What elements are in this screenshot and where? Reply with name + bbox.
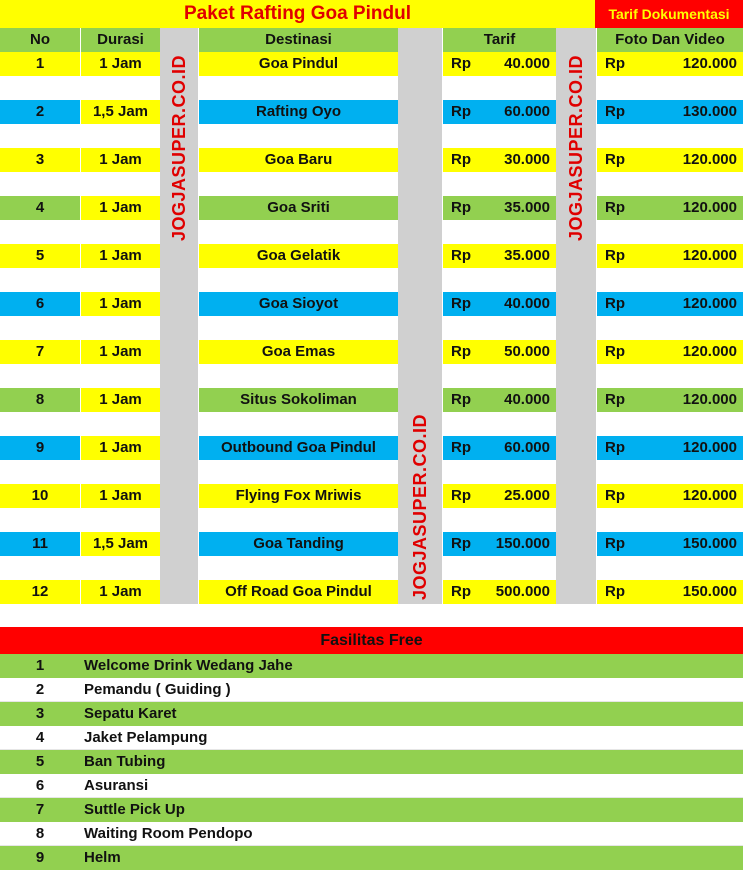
row-tarif: 35.000 [493, 244, 556, 268]
row-foto-video: 120.000 [657, 244, 743, 268]
row-tarif-currency: Rp [443, 484, 493, 508]
row-foto-video: 120.000 [657, 340, 743, 364]
facility-item [0, 750, 743, 774]
row-tarif: 150.000 [493, 532, 556, 556]
facility-text: Suttle Pick Up [84, 801, 185, 818]
watermark-2: JOGJASUPER.CO.ID [410, 413, 430, 601]
row-no: 5 [0, 244, 80, 268]
row-no: 3 [0, 148, 80, 172]
facility-item [0, 798, 743, 822]
row-foto-video: 120.000 [657, 292, 743, 316]
facility-text: Ban Tubing [84, 753, 166, 770]
row-foto-video: 120.000 [657, 196, 743, 220]
page-title: Paket Rafting Goa Pindul [0, 0, 595, 28]
row-tarif: 40.000 [493, 52, 556, 76]
row-destinasi: Rafting Oyo [199, 100, 398, 124]
row-foto-currency: Rp [597, 292, 657, 316]
facility-no: 5 [35, 753, 45, 770]
facility-no: 9 [35, 849, 45, 866]
row-tarif-currency: Rp [443, 52, 493, 76]
row-foto-currency: Rp [597, 148, 657, 172]
row-durasi: 1 Jam [81, 148, 160, 172]
row-foto-video: 150.000 [657, 580, 743, 604]
facilities-header: Fasilitas Free [0, 627, 743, 654]
row-no: 6 [0, 292, 80, 316]
row-tarif: 60.000 [493, 436, 556, 460]
facility-text: Waiting Room Pendopo [84, 825, 253, 842]
row-destinasi: Goa Tanding [199, 532, 398, 556]
facility-no: 6 [35, 777, 45, 794]
row-foto-video: 120.000 [657, 52, 743, 76]
row-destinasi: Off Road Goa Pindul [199, 580, 398, 604]
row-tarif: 500.000 [493, 580, 556, 604]
row-durasi: 1,5 Jam [81, 100, 160, 124]
documentation-price-title: Tarif Dokumentasi [595, 0, 743, 28]
row-no: 4 [0, 196, 80, 220]
row-tarif: 30.000 [493, 148, 556, 172]
row-foto-video: 120.000 [657, 436, 743, 460]
row-durasi: 1 Jam [81, 196, 160, 220]
row-destinasi: Situs Sokoliman [199, 388, 398, 412]
row-destinasi: Goa Baru [199, 148, 398, 172]
row-foto-currency: Rp [597, 532, 657, 556]
facility-text: Helm [84, 849, 121, 866]
row-foto-video: 150.000 [657, 532, 743, 556]
row-no: 2 [0, 100, 80, 124]
facility-text: Pemandu ( Guiding ) [84, 681, 231, 698]
row-no: 1 [0, 52, 80, 76]
row-tarif-currency: Rp [443, 580, 493, 604]
facility-no: 4 [35, 729, 45, 746]
row-tarif: 35.000 [493, 196, 556, 220]
row-tarif: 40.000 [493, 388, 556, 412]
row-destinasi: Goa Pindul [199, 52, 398, 76]
row-foto-video: 120.000 [657, 388, 743, 412]
row-foto-currency: Rp [597, 388, 657, 412]
row-tarif-currency: Rp [443, 292, 493, 316]
row-durasi: 1 Jam [81, 436, 160, 460]
row-foto-currency: Rp [597, 484, 657, 508]
row-durasi: 1 Jam [81, 340, 160, 364]
row-destinasi: Goa Sriti [199, 196, 398, 220]
row-foto-currency: Rp [597, 340, 657, 364]
facility-text: Asuransi [84, 777, 149, 794]
row-destinasi: Goa Sioyot [199, 292, 398, 316]
facility-text: Sepatu Karet [84, 705, 177, 722]
facility-no: 2 [35, 681, 45, 698]
row-tarif: 60.000 [493, 100, 556, 124]
header-tarif: Tarif [443, 28, 556, 52]
row-no: 8 [0, 388, 80, 412]
row-tarif-currency: Rp [443, 148, 493, 172]
watermark-3: JOGJASUPER.CO.ID [566, 54, 586, 242]
row-foto-video: 130.000 [657, 100, 743, 124]
row-foto-video: 120.000 [657, 148, 743, 172]
row-foto-currency: Rp [597, 196, 657, 220]
row-no: 9 [0, 436, 80, 460]
row-destinasi: Flying Fox Mriwis [199, 484, 398, 508]
facility-item [0, 654, 743, 678]
row-tarif-currency: Rp [443, 388, 493, 412]
facility-item [0, 702, 743, 726]
facility-item [0, 774, 743, 798]
row-tarif-currency: Rp [443, 244, 493, 268]
header-spacer-2 [398, 28, 442, 52]
facility-no: 8 [35, 825, 45, 842]
row-tarif-currency: Rp [443, 340, 493, 364]
row-durasi: 1 Jam [81, 484, 160, 508]
row-durasi: 1 Jam [81, 52, 160, 76]
header-no: No [0, 28, 80, 52]
row-tarif-currency: Rp [443, 436, 493, 460]
facility-no: 7 [35, 801, 45, 818]
row-tarif: 50.000 [493, 340, 556, 364]
row-no: 11 [0, 532, 80, 556]
row-foto-currency: Rp [597, 52, 657, 76]
header-durasi: Durasi [81, 28, 160, 52]
row-tarif-currency: Rp [443, 100, 493, 124]
row-durasi: 1 Jam [81, 580, 160, 604]
facility-no: 1 [35, 657, 45, 674]
facility-item [0, 678, 743, 702]
row-durasi: 1 Jam [81, 388, 160, 412]
row-no: 12 [0, 580, 80, 604]
facility-text: Welcome Drink Wedang Jahe [84, 657, 293, 674]
facility-item [0, 726, 743, 750]
row-durasi: 1 Jam [81, 244, 160, 268]
row-destinasi: Outbound Goa Pindul [199, 436, 398, 460]
row-tarif-currency: Rp [443, 196, 493, 220]
row-durasi: 1 Jam [81, 292, 160, 316]
row-no: 10 [0, 484, 80, 508]
row-tarif: 25.000 [493, 484, 556, 508]
row-no: 7 [0, 340, 80, 364]
row-destinasi: Goa Gelatik [199, 244, 398, 268]
row-foto-video: 120.000 [657, 484, 743, 508]
row-tarif-currency: Rp [443, 532, 493, 556]
header-foto-video: Foto Dan Video [597, 28, 743, 52]
facility-item [0, 822, 743, 846]
header-destinasi: Destinasi [199, 28, 398, 52]
row-tarif: 40.000 [493, 292, 556, 316]
row-durasi: 1,5 Jam [81, 532, 160, 556]
row-destinasi: Goa Emas [199, 340, 398, 364]
row-foto-currency: Rp [597, 436, 657, 460]
facility-no: 3 [35, 705, 45, 722]
row-foto-currency: Rp [597, 580, 657, 604]
row-foto-currency: Rp [597, 244, 657, 268]
facility-item [0, 846, 743, 870]
facility-text: Jaket Pelampung [84, 729, 208, 746]
watermark-1: JOGJASUPER.CO.ID [169, 54, 189, 242]
row-foto-currency: Rp [597, 100, 657, 124]
